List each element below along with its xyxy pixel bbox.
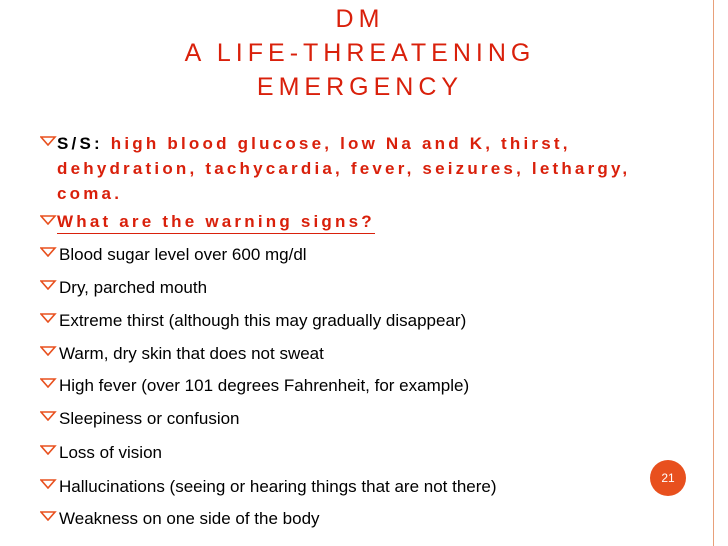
- bullet-icon: [40, 445, 57, 455]
- warning-sign-text: Weakness on one side of the body: [59, 509, 320, 528]
- warning-sign-text: Warm, dry skin that does not sweat: [59, 344, 324, 363]
- bullet-icon: [40, 215, 57, 225]
- warning-sign-item: [40, 276, 660, 300]
- warning-sign-text: Hallucinations (seeing or hearing things that are not there): [59, 477, 497, 496]
- warning-sign-item: [40, 441, 660, 465]
- signs-symptoms-text: [57, 131, 660, 206]
- warning-signs-question-text: What are the warning signs?: [57, 211, 375, 234]
- bullet-icon: [40, 411, 57, 421]
- warning-sign-text: Extreme thirst (although this may gradually disappear): [59, 311, 467, 330]
- signs-symptoms-list: high blood glucose, low Na and K, thirst, dehydration, tachycardia, fever, seizures, lethargy, coma.: [57, 134, 639, 203]
- slide-title: [60, 2, 660, 104]
- warning-sign-text: Dry, parched mouth: [59, 278, 208, 297]
- warning-sign-item: [40, 475, 660, 499]
- warning-sign-item: [40, 243, 660, 267]
- signs-symptoms-bullet: [40, 131, 660, 206]
- slide-frame-line: [713, 0, 715, 546]
- title-line-2: A LIFE-THREATENING: [184, 39, 536, 67]
- bullet-icon: [40, 346, 57, 356]
- bullet-icon: [40, 313, 57, 323]
- warning-signs-question: [40, 211, 660, 234]
- warning-sign-item: [40, 374, 660, 398]
- bullet-icon: [40, 280, 57, 290]
- warning-sign-text: Sleepiness or confusion: [59, 409, 240, 428]
- bullet-icon: [40, 479, 57, 489]
- bullet-icon: [40, 136, 57, 146]
- page-number-badge: 21: [650, 460, 686, 496]
- bullet-icon: [40, 378, 57, 388]
- bullet-icon: [40, 247, 57, 257]
- warning-sign-item: [40, 507, 660, 531]
- signs-symptoms-label: S/S:: [57, 134, 103, 153]
- warning-sign-item: [40, 342, 660, 366]
- bullet-icon: [40, 511, 57, 521]
- warning-sign-item: [40, 309, 660, 333]
- warning-sign-text: Loss of vision: [59, 443, 162, 462]
- title-line-3: EMERGENCY: [256, 73, 464, 101]
- warning-sign-item: [40, 407, 660, 431]
- title-line-1: DM: [335, 5, 385, 33]
- warning-sign-text: Blood sugar level over 600 mg/dl: [59, 245, 307, 264]
- warning-sign-text: High fever (over 101 degrees Fahrenheit, for example): [59, 376, 470, 395]
